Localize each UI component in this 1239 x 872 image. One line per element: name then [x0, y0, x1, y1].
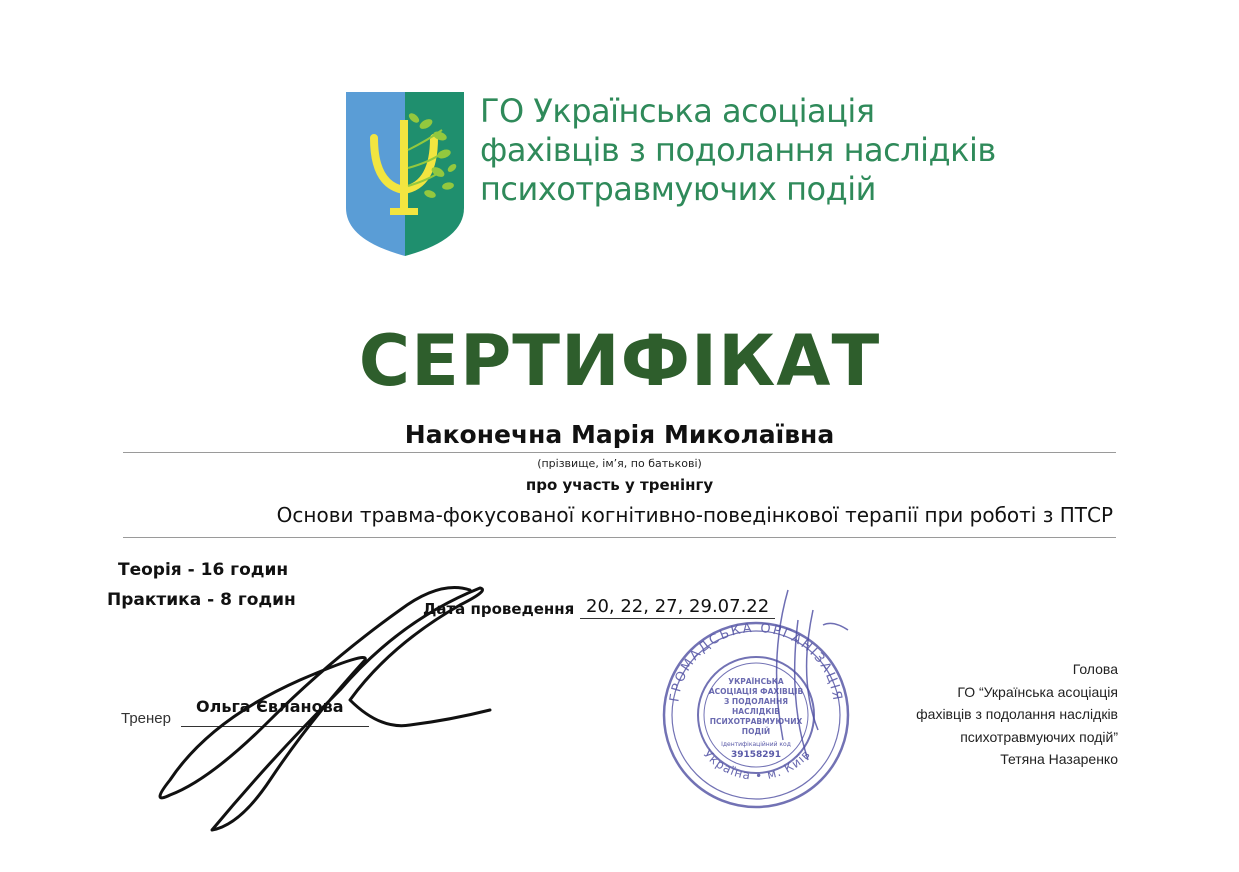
- training-title: Основи травма-фокусованої когнітивно-поведінкової терапії при роботі з ПТСР: [276, 503, 1113, 527]
- participation-text: про участь у тренінгу: [525, 476, 714, 494]
- signatory-block: [916, 658, 1118, 771]
- organization-name-line-3: психотравмуючих подій: [480, 170, 876, 208]
- organization-name-line-2: фахівців з подолання наслідків: [480, 131, 996, 169]
- name-caption: (прізвище, ім’я, по батькові): [537, 457, 702, 470]
- stamp-code-label: Ідентифікаційний код: [721, 741, 791, 748]
- stamp-inner-line: НАСЛІДКІВ: [732, 707, 780, 716]
- stamp-inner-line: УКРАЇНСЬКА: [728, 677, 784, 686]
- practice-hours: Практика - 8 годин: [107, 590, 296, 610]
- theory-hours: Теорія - 16 годин: [118, 560, 289, 580]
- organization-name-line-1: ГО Українська асоціація: [480, 92, 875, 130]
- signatory-name: Тетяна Назаренко: [1000, 751, 1118, 767]
- signatory-org-line-2: фахівців з подолання наслідків: [916, 706, 1118, 722]
- signatory-org-line-3: психотравмуючих подій”: [960, 728, 1118, 745]
- stamp-inner-line: АСОЦІАЦІЯ ФАХІВЦІВ: [708, 687, 804, 696]
- stamp-inner-line: ПОДІЙ: [741, 727, 771, 736]
- name-underline: [123, 452, 1116, 453]
- stamp-bottom-text: Україна • м. Київ: [700, 746, 814, 783]
- stamp-code: 39158291: [730, 750, 782, 760]
- training-underline: [123, 537, 1116, 538]
- organization-logo-icon: [344, 90, 466, 258]
- round-seal-stamp-icon: [648, 580, 863, 815]
- trainer-name: Ольга Євланова: [196, 697, 344, 716]
- stamp-inner-line: ПСИХОТРАВМУЮЧИХ: [709, 717, 803, 726]
- signatory-position: Голова: [1072, 661, 1118, 677]
- signatory-org-line-1: ГО “Українська асоціація: [957, 683, 1118, 700]
- stamp-outer-text: ГРОМАДСЬКА ОРГАНІЗАЦІЯ: [667, 620, 845, 704]
- organization-name: [480, 92, 996, 209]
- recipient-name: Наконечна Марія Миколаївна: [404, 420, 835, 449]
- certificate-heading: СЕРТИФІКАТ: [358, 320, 881, 402]
- trainer-label: Тренер: [121, 710, 171, 727]
- handwritten-signature-icon: [150, 580, 500, 835]
- stamp-inner-line: З ПОДОЛАННЯ: [723, 697, 789, 706]
- date-label: Дата проведення: [423, 600, 575, 618]
- date-value: 20, 22, 27, 29.07.22: [580, 596, 775, 619]
